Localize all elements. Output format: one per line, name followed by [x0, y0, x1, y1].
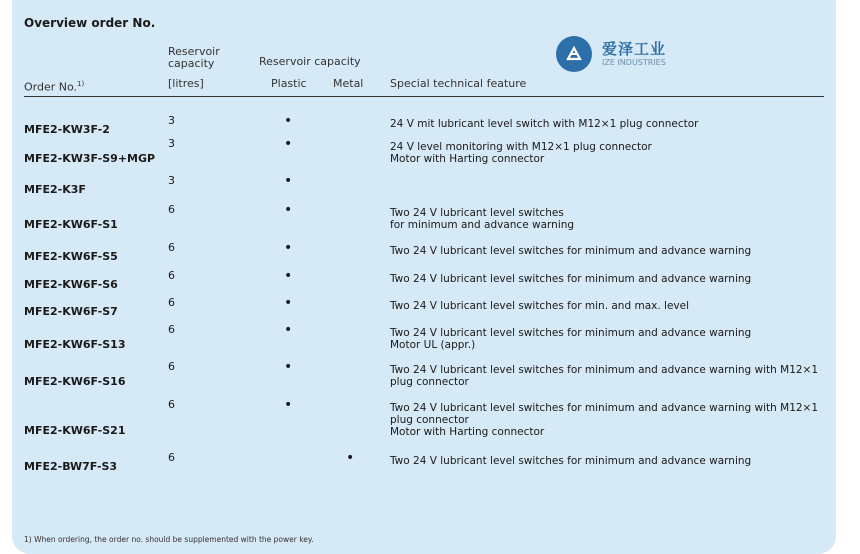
special-feature [390, 364, 830, 388]
capacity-value: 6 [168, 451, 175, 464]
plastic-bullet-icon: • [284, 173, 293, 189]
order-number: MFE2-KW3F-2 [24, 123, 110, 136]
order-number: MFE2-KW6F-S21 [24, 424, 126, 437]
feature-line: Two 24 V lubricant level switches for minimum and advance warning with M12×1 [390, 402, 819, 414]
logo-emblem-icon [556, 36, 592, 72]
feature-line: Two 24 V lubricant level switches for minimum and advance warning with M12×1 [390, 364, 819, 376]
capacity-value: 3 [168, 114, 175, 127]
special-feature [390, 245, 830, 257]
plastic-bullet-icon: • [284, 136, 293, 152]
header-plastic: Plastic [271, 77, 307, 90]
order-number: MFE2-KW6F-S7 [24, 305, 118, 318]
header-divider [24, 96, 824, 97]
feature-line: plug connector [390, 414, 469, 426]
feature-line: Motor with Harting connector [390, 153, 545, 165]
capacity-value: 6 [168, 203, 175, 216]
capacity-value: 6 [168, 241, 175, 254]
ize-logo [556, 34, 686, 80]
plastic-bullet-icon: • [284, 202, 293, 218]
feature-line: Two 24 V lubricant level switches for minimum and advance warning [390, 455, 752, 467]
header-order-no: Order No.$^{1)}$ [24, 80, 85, 94]
special-feature [390, 273, 830, 285]
metal-bullet-icon: • [346, 450, 355, 466]
plastic-bullet-icon: • [284, 113, 293, 129]
special-feature [390, 402, 830, 438]
logo-mark-icon [565, 45, 583, 63]
capacity-value: 3 [168, 174, 175, 187]
order-number: MFE2-KW6F-S16 [24, 375, 126, 388]
header-special-feature: Special technical feature [390, 77, 527, 90]
header-metal: Metal [333, 77, 364, 90]
plastic-bullet-icon: • [284, 240, 293, 256]
order-number: MFE2-K3F [24, 183, 86, 196]
feature-line: for minimum and advance warning [390, 219, 575, 231]
feature-line: Two 24 V lubricant level switches for minimum and advance warning [390, 245, 752, 257]
feature-line: Motor with Harting connector [390, 426, 545, 438]
feature-line: Two 24 V lubricant level switches [390, 207, 564, 219]
feature-line: plug connector [390, 376, 469, 388]
plastic-bullet-icon: • [284, 268, 293, 284]
feature-line: Motor UL (appr.) [390, 339, 476, 351]
special-feature [390, 455, 830, 467]
order-number: MFE2-KW3F-S9+MGP [24, 152, 156, 165]
plastic-bullet-icon: • [284, 295, 293, 311]
logo-chinese-text: 爱泽工业 [602, 40, 667, 58]
order-number: MFE2-BW7F-S3 [24, 460, 118, 473]
header-reservoir-group: Reservoir capacity [259, 55, 361, 68]
capacity-value: 6 [168, 398, 175, 411]
special-feature [390, 327, 830, 351]
feature-line: Two 24 V lubricant level switches for minimum and advance warning [390, 327, 752, 339]
capacity-value: 6 [168, 296, 175, 309]
capacity-value: 6 [168, 323, 175, 336]
special-feature [390, 118, 830, 130]
special-feature [390, 141, 830, 165]
special-feature [390, 300, 830, 312]
plastic-bullet-icon: • [284, 397, 293, 413]
feature-line: Two 24 V lubricant level switches for minimum and advance warning [390, 273, 752, 285]
plastic-bullet-icon: • [284, 359, 293, 375]
capacity-value: 3 [168, 137, 175, 150]
capacity-value: 6 [168, 360, 175, 373]
special-feature [390, 207, 830, 231]
feature-line: 24 V level monitoring with M12×1 plug connector [390, 141, 652, 153]
order-number: MFE2-KW6F-S5 [24, 250, 118, 263]
page-title: Overview order No. [24, 16, 156, 30]
header-litres: [litres] [168, 77, 204, 90]
plastic-bullet-icon: • [284, 322, 293, 338]
feature-line: Two 24 V lubricant level switches for min. and max. level [390, 300, 689, 312]
footnote: 1) When ordering, the order no. should be supplemented with the power key. [24, 535, 314, 544]
order-number: MFE2-KW6F-S13 [24, 338, 126, 351]
order-number: MFE2-KW6F-S6 [24, 278, 118, 291]
capacity-value: 6 [168, 269, 175, 282]
header-reservoir-capacity: Reservoir capacity [168, 45, 220, 70]
order-number: MFE2-KW6F-S1 [24, 218, 118, 231]
feature-line: 24 V mit lubricant level switch with M12×1 plug connector [390, 118, 699, 130]
logo-english-text: IZE INDUSTRIES [602, 58, 666, 67]
